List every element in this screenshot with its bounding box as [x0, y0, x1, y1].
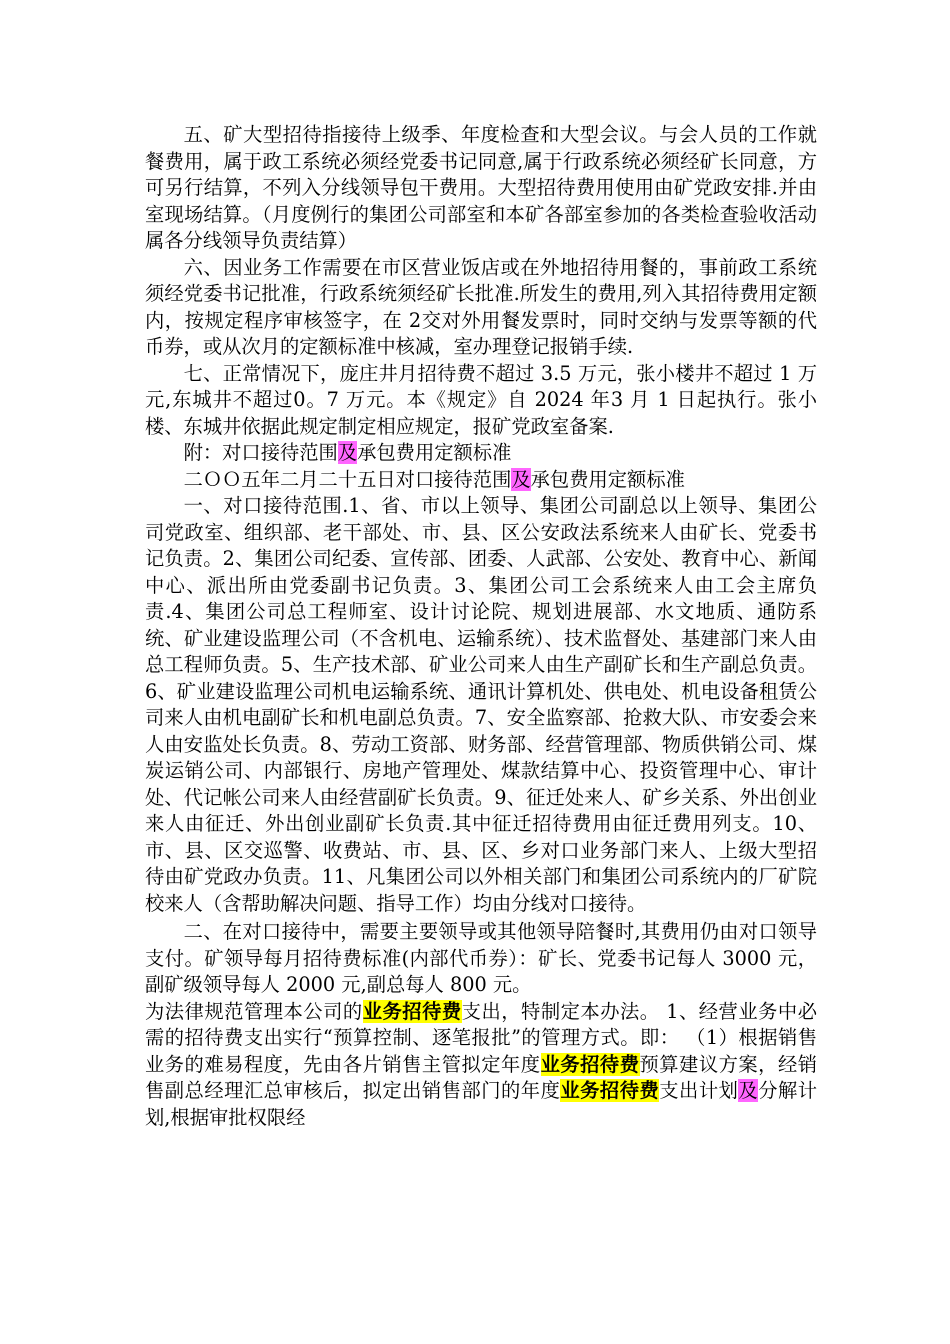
paragraph-5: 五、矿大型招待指接待上级季、年度检查和大型会议。与会人员的工作就餐费用，属于政工系统必须经党委书记同意,属于行政系统必须经矿长同意，方可另行结算，不列入分线领导包干费用。大型招待费用使用由矿党政安排.并由室现场结算。（月度例行的集团公司部室和本矿各部室参加的各类检查验收活动属各分线领导负责结算） [145, 123, 817, 252]
date-text-c: 承包费用定额标准 [530, 467, 685, 491]
annex-text-c: 承包费用定额标准 [357, 441, 512, 464]
body-text-1: 为法律规范管理本公司的 [145, 999, 363, 1023]
section-2: 二、在对口接待中，需要主要领导或其他领导陪餐时,其费用仍由对口领导支付。矿领导每月招待费标准(内部代币券）：矿长、党委书记每人 3000 元，副矿级领导每人 2000 元,副总每人 800 元。 [145, 920, 817, 996]
paragraph-6: 六、因业务工作需要在市区营业饭店或在外地招待用餐的，事前政工系统须经党委书记批准，行政系统须经矿长批准.所发生的费用,列入其招待费用定额内，按规定程序审核签字，在 2交对外用餐发票时，同时交纳与发票等额的代币券，或从次月的定额标准中核减，室办理登记报销手续. [145, 255, 817, 358]
annex-line [145, 440, 817, 467]
keyword-highlight: 业务招待费 [362, 999, 462, 1023]
section-1: 一、对口接待范围.1、省、市以上领导、集团公司副总以上领导、集团公司党政室、组织部、老干部处、市、县、区公安政法系统来人由矿长、党委书记负责。2、集团公司纪委、宣传部、团委、人武部、公安处、教育中心、新闻中心、派出所由党委副书记负责。3、集团公司工会系统来人由工会主席负责.4、集团公司总工程师室、设计讨论院、规划进展部、水文地质、通防系统、矿业建设监理公司（不含机电、运输系统）、技术监督处、基建部门来人由总工程师负责。5、生产技术部、矿业公司来人由生产副矿长和生产副总负责。6、矿业建设监理公司机电运输系统、通讯计算机处、供电处、机电设备租赁公司来人由机电副矿长和机电副总负责。7、安全监察部、抢救大队、市安委会来人由安监处长负责。8、劳动工资部、财务部、经营管理部、物质供销公司、煤炭运销公司、内部银行、房地产管理处、煤款结算中心、投资管理中心、审计处、代记帐公司来人由经营副矿长负责。9、征迁处来人、矿乡关系、外出创业来人由征迁、外出创业副矿长负责.其中征迁招待费用由征迁费用列支。10、市、县、区交巡警、收费站、市、县、区、乡对口业务部门来人、上级大型招待由矿党政办负责。11、凡集团公司以外相关部门和集团公司系统内的厂矿院校来人（含帮助解决问题、指导工作）均由分线对口接待。 [145, 494, 817, 915]
body-text-5: 预算建议方案，经销售副总经理汇总审核后，拟定出销售部门的年度 [145, 1052, 818, 1102]
paragraph-7: 七、正常情况下，庞庄井月招待费不超过 3.5 万元，张小楼井不超过 1 万元,东城井不超过0。7 万元。本《规定》自 2024 年3 月 1 日起执行。张小楼、东城井依据此规定制定相应规定，报矿党政室备案. [145, 361, 817, 438]
annex-text-a: 附：对口接待范围 [183, 441, 338, 464]
document-page [145, 122, 817, 1131]
body-text-3: 支出，特制定本办法。 1、经营业务中必需的招待费支出实行“预算控制、逐笔报批”的管理方式。即： （1）根据销售业务的难易程度，先由各片销售主管拟定年度 [145, 999, 817, 1076]
date-text-a: 二ＯＯ五年二月二十五日对口接待范围 [183, 467, 512, 491]
body-paragraph [145, 999, 817, 1132]
keyword-highlight: 业务招待费 [540, 1052, 640, 1076]
date-line [145, 467, 817, 494]
search-highlight: 及 [511, 467, 531, 491]
search-highlight: 及 [738, 1079, 759, 1102]
body-text-9: 分解计划,根据审批权限经 [145, 1079, 818, 1129]
search-highlight: 及 [337, 441, 358, 464]
body-text-7: 支出计划 [659, 1079, 739, 1102]
keyword-highlight: 业务招待费 [560, 1079, 660, 1102]
